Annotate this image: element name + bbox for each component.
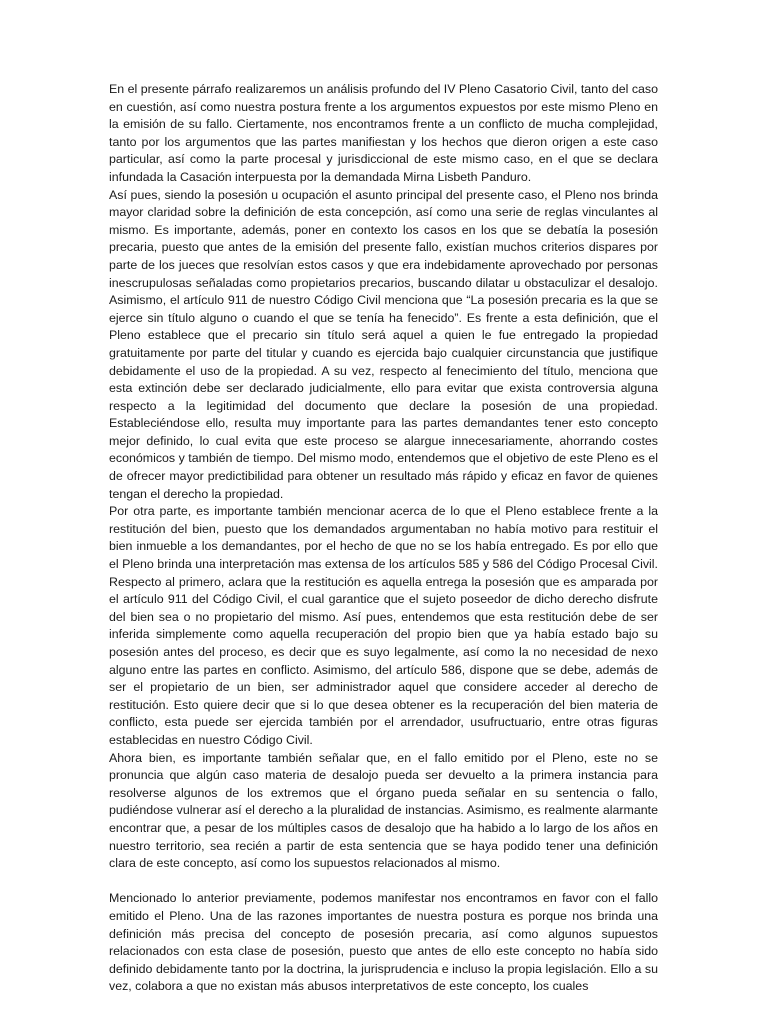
paragraph-spacer: [109, 873, 658, 891]
paragraph-postura: Mencionado lo anterior previamente, podemos manifestar nos encontramos en favor con el fallo emitido el Pleno. Una de las razones importantes de nuestra postura es porque nos brinda una definición más precisa del concepto de posesión precaria, así como algunos supuestos relacionados con esta clase de posesión, puesto que antes de ello este concepto no había sido definido debidamente tanto por la doctrina, la jurisprudencia e incluso la propia legislación. Ello a su vez, colabora a que no existan más abusos interpretativos de este concepto, los cuales: [109, 891, 658, 994]
paragraph-posesion: Así pues, siendo la posesión u ocupación el asunto principal del presente caso, el Pleno nos brinda mayor claridad sobre la definición de esta concepción, así como una serie de reglas vinculantes al mismo. Es importante, además, poner en contexto los casos en los que se debatía la posesión precaria, puesto que antes de la emisión del presente fallo, existían muchos criterios dispares por parte de los jueces que resolvían estos casos y que era indebidamente aprovechado por personas inescrupulosas señaladas como propietarios precarios, buscando dilatar u obstaculizar el desalojo. Asimismo, el artículo 911 de nuestro Código Civil menciona que “La posesión precaria es la que se ejerce sin título alguno o cuando el que se tenía ha fenecido”. Es frente a esta definición, que el Pleno establece que el precario sin título será aquel a quien le fue entregado la propiedad gratuitamente por parte del titular y cuando es ejercida bajo cualquier circunstancia que justifique debidamente el uso de la propiedad. A su vez, respecto al fenecimiento del título, menciona que esta extinción debe ser declarado judicialmente, ello para evitar que exista controversia alguna respecto a la legitimidad del documento que declare la posesión de una propiedad. Estableciéndose ello, resulta muy importante para las partes demandantes tener esto concepto mejor definido, lo cual evita que este proceso se alargue innecesariamente, ahorrando costes económicos y también de tiempo. Del mismo modo, entendemos que el objetivo de este Pleno es el de ofrecer mayor predictibilidad para obtener un resultado más rápido y eficaz en favor de quienes tengan el derecho la propiedad.: [109, 187, 658, 501]
paragraph-instancias: Ahora bien, es importante también señalar que, en el fallo emitido por el Pleno, este no se pronuncia que algún caso materia de desalojo pueda ser devuelto a la primera instancia para resolverse algunos de los extremos que el órgano pueda señalar en su sentencia o fallo, pudiéndose vulnerar así el derecho a la pluralidad de instancias. Asimismo, es realmente alarmante encontrar que, a pesar de los múltiples casos de desalojo que ha habido a lo largo de los años en nuestro territorio, sea recién a partir de esta sentencia que se haya podido tener una definición clara de este concepto, así como los supuestos relacionados al mismo.: [109, 750, 658, 871]
document-page: [109, 81, 658, 996]
paragraph-restitucion: Por otra parte, es importante también mencionar acerca de lo que el Pleno establece frente a la restitución del bien, puesto que los demandados argumentaban no había motivo para restituir el bien inmueble a los demandantes, por el hecho de que no se los había entregado. Es por ello que el Pleno brinda una interpretación mas extensa de los artículos 585 y 586 del Código Procesal Civil. Respecto al primero, aclara que la restitución es aquella entrega la posesión que es amparada por el artículo 911 del Código Civil, el cual garantice que el sujeto poseedor de dicho derecho disfrute del bien sea o no propietario del mismo. Así pues, entendemos que esta restitución debe de ser inferida simplemente como aquella recuperación del propio bien que ya había estado bajo su posesión antes del proceso, es decir que es suyo legalmente, así como la no necesidad de nexo alguno entre las partes en conflicto. Asimismo, del artículo 586, dispone que se debe, además de ser el propietario de un bien, ser administrador aquel que considere acceder al derecho de restitución. Esto quiere decir que si lo que desea obtener es la recuperación del bien materia de conflicto, esta puede ser ejercida también por el arrendador, usufructuario, entre otras figuras establecidas en nuestro Código Civil.: [109, 504, 658, 747]
paragraph-intro: En el presente párrafo realizaremos un análisis profundo del IV Pleno Casatorio Civil, tanto del caso en cuestión, así como nuestra postura frente a los argumentos expuestos por este mismo Pleno en la emisión de su fallo. Ciertamente, nos encontramos frente a un conflicto de mucha complejidad, tanto por los argumentos que las partes manifiestan y los hechos que dieron origen a este caso particular, así como la parte procesal y jurisdiccional de este mismo caso, en el que se declara infundada la Casación interpuesta por la demandada Mirna Lisbeth Panduro.: [109, 82, 658, 184]
